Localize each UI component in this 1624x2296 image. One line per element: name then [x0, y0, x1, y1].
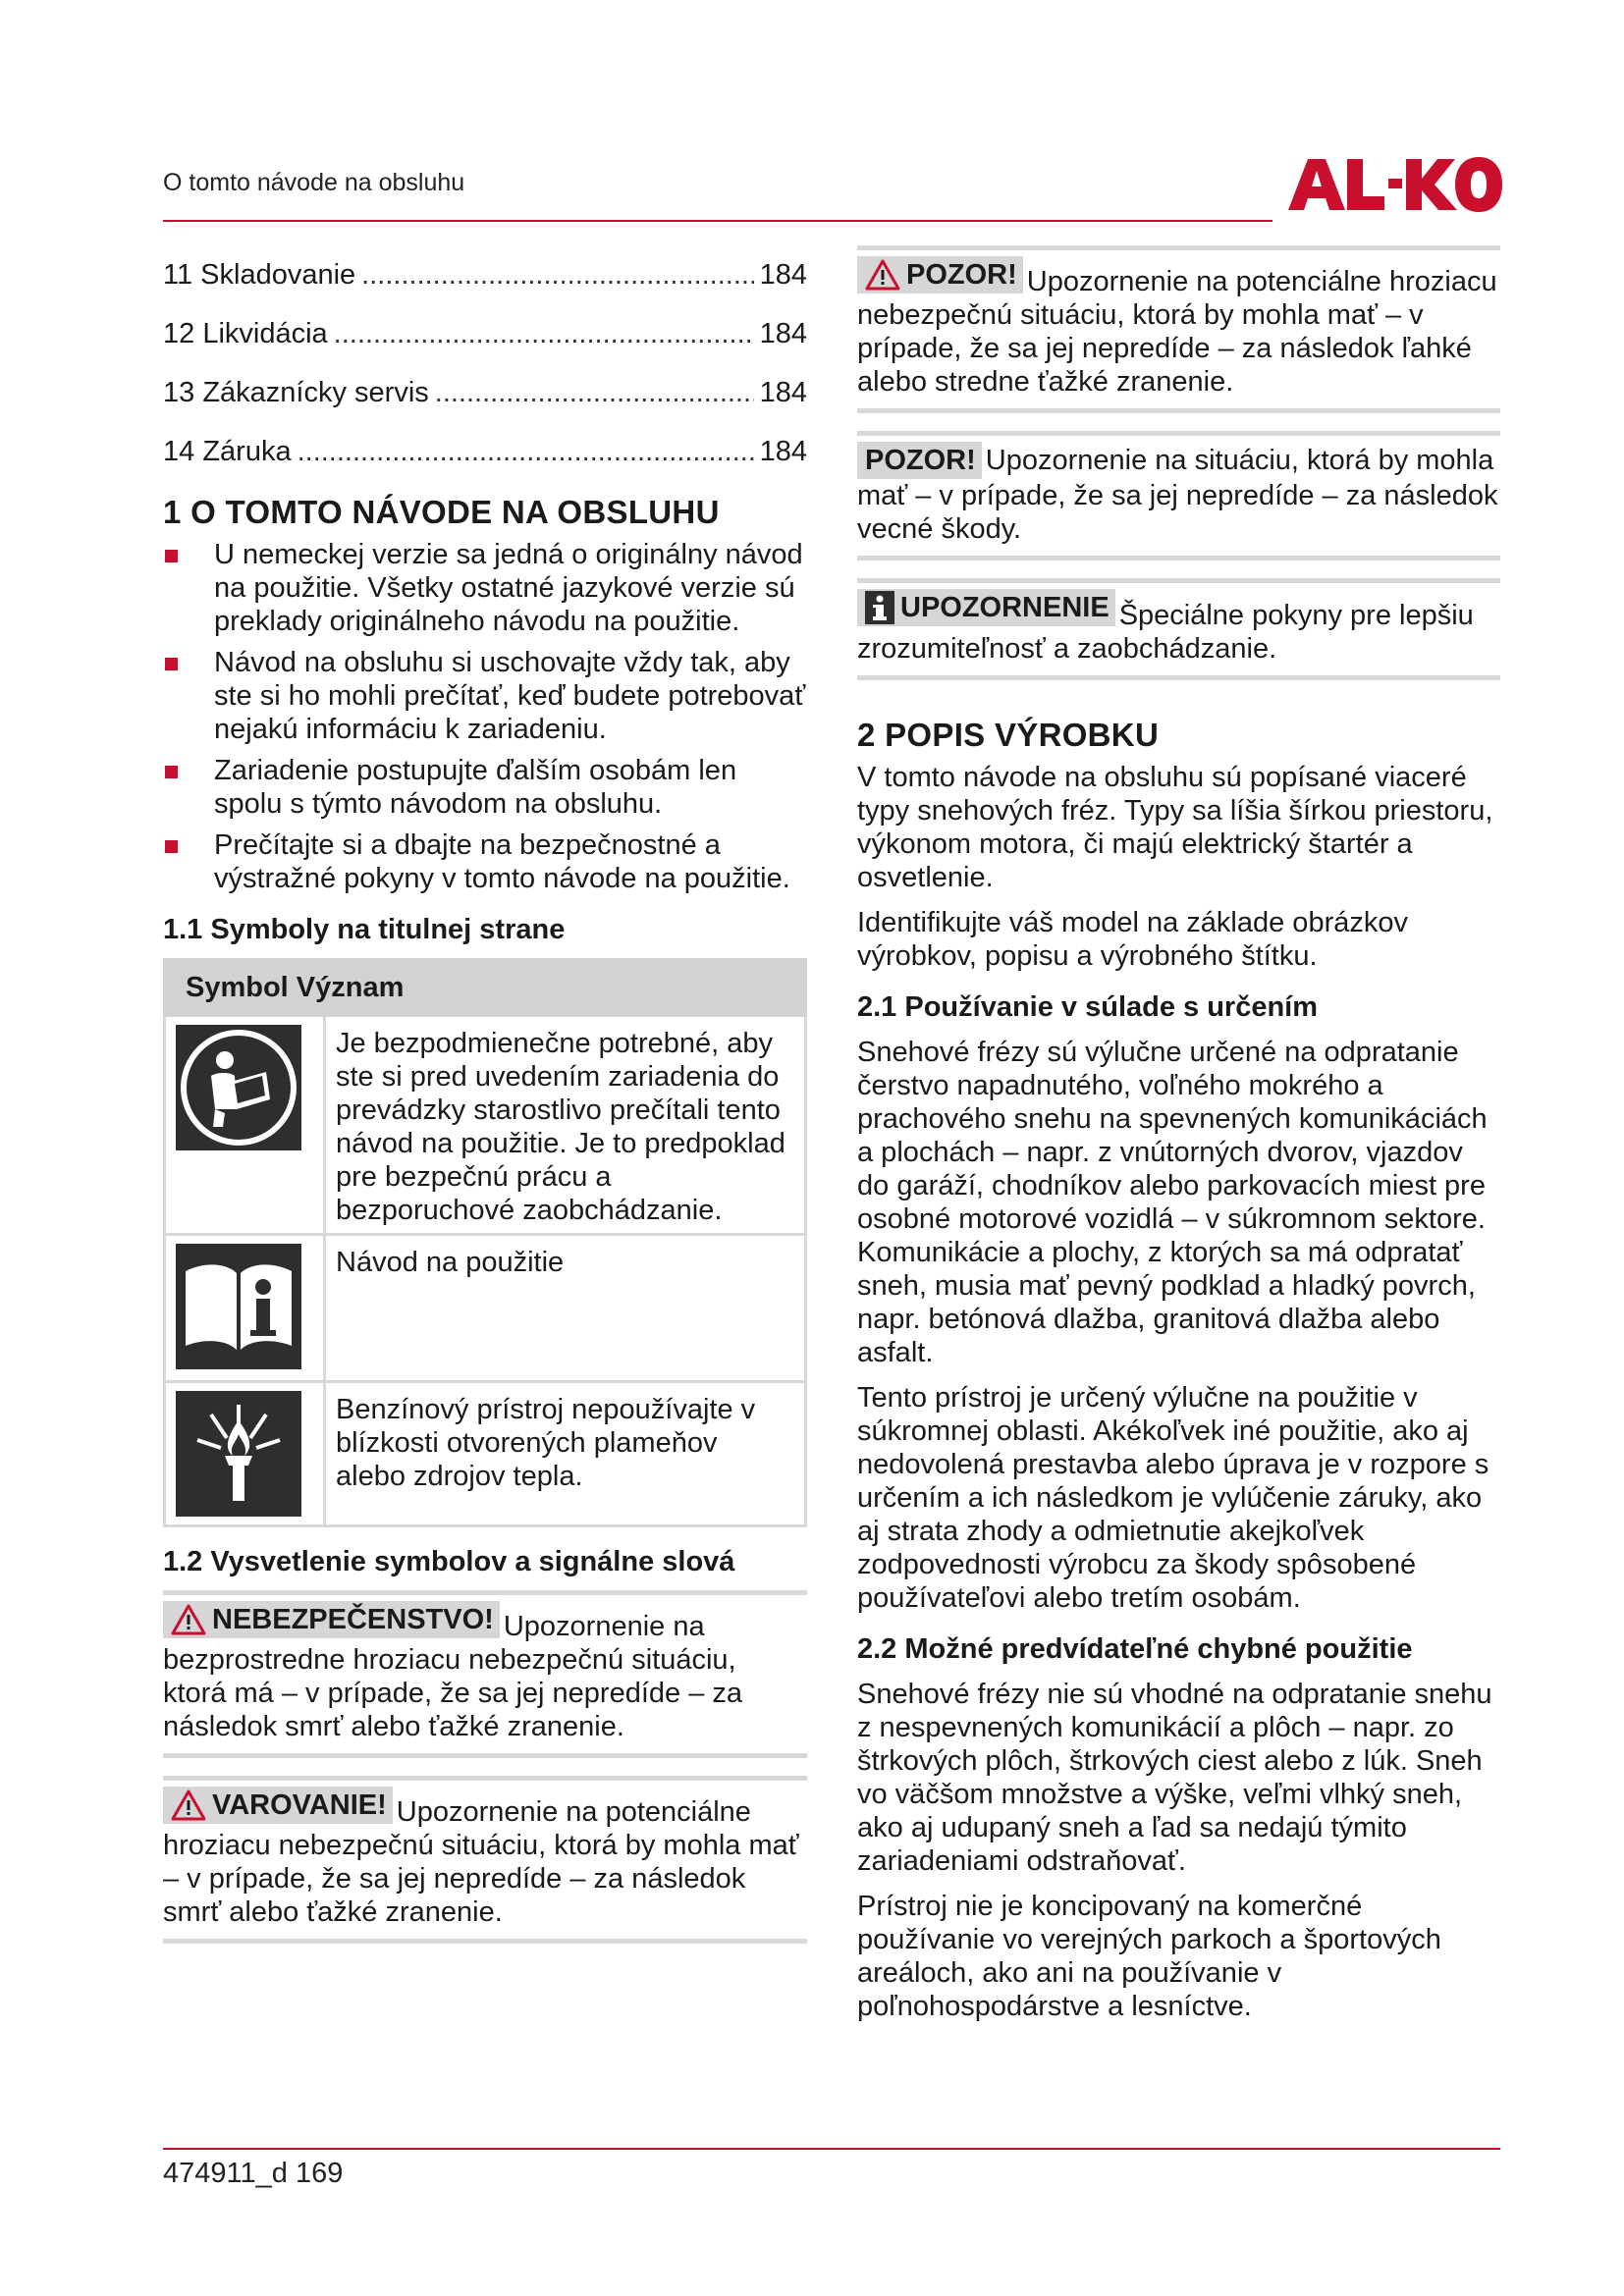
signal-word-tag: [163, 1787, 393, 1824]
bullet-square-icon: [165, 766, 178, 778]
bullet-item: [163, 754, 807, 821]
bullet-text: U nemeckej verzie sa jedná o originálny návod na použitie. Všetky ostatné jazykové verzie sú preklady originálneho návodu na použitie.: [214, 539, 803, 637]
section-2-2-heading: 2.2 Možné predvídateľné chybné použitie: [857, 1633, 1413, 1665]
symbol-cell: [165, 1382, 325, 1526]
toc-label: 12 Likvidácia: [163, 318, 328, 349]
read-manual-icon: [176, 1025, 301, 1150]
bullet-item: [163, 646, 807, 746]
no-open-flame-icon: [176, 1391, 301, 1517]
symbol-cell: [165, 1235, 325, 1382]
signal-text: Špeciálne pokyny pre lepšiu zrozumiteľnosť a zaobchádzanie.: [857, 600, 1474, 665]
header-divider: [163, 220, 1272, 222]
meaning-cell: Benzínový prístroj nepoužívajte v blízkosti otvorených plameňov alebo zdrojov tepla.: [325, 1382, 806, 1526]
right-column: [857, 245, 1500, 2035]
bullet-item: [163, 538, 807, 638]
signal-word-tag: [857, 442, 982, 479]
toc-leader: [298, 422, 754, 481]
document-id: 474911_d: [163, 2158, 288, 2189]
bullet-item: [163, 828, 807, 895]
section-1-bullet-list: [163, 538, 807, 895]
info-icon: [865, 591, 894, 624]
symbols-table-header-row: [165, 960, 806, 1016]
signal-caution-property: [857, 431, 1500, 561]
toc-leader: [435, 363, 754, 422]
meaning-cell: Návod na použitie: [325, 1235, 806, 1382]
bullet-text: Návod na obsluhu si uschovajte vždy tak, aby ste si ho mohli prečítať, keď budete potrebovať nejakú informáciu k zariadeniu.: [214, 647, 806, 745]
signal-word-tag: [857, 589, 1115, 626]
section-1-1-heading: 1.1 Symboly na titulnej strane: [163, 914, 566, 945]
symbols-table: [163, 958, 807, 1527]
bullet-text: Prečítajte si a dbajte na bezpečnostné a výstražné pokyny v tomto návode na použitie.: [214, 829, 790, 894]
toc-leader: [361, 245, 753, 304]
paragraph: Prístroj nie je koncipovaný na komerčné používanie vo verejných parkoch a športových areáloch, ako ani na používanie v poľnohospodárstve a lesníctve.: [857, 1891, 1441, 2022]
signal-word-tag: [857, 256, 1023, 294]
signal-warning: [163, 1776, 807, 1944]
meaning-cell: Je bezpodmienečne potrebné, aby ste si pred uvedením zariadenia do prevádzky starostlivo prečítali tento návod na použitie. Je to predpoklad pre bezpečnú prácu a bezporuchové zaobchádzanie.: [325, 1016, 806, 1235]
bullet-square-icon: [165, 550, 178, 562]
toc-item[interactable]: [163, 363, 807, 422]
signal-notice: [857, 578, 1500, 680]
warning-triangle-icon: [865, 259, 900, 291]
signal-text: Upozornenie na bezprostredne hroziacu nebezpečnú situáciu, ktorá má – v prípade, že sa jej nepredíde – za následok smrť alebo ťažké zranenie.: [163, 1611, 743, 1742]
table-row: [165, 1382, 806, 1526]
bullet-square-icon: [165, 840, 178, 853]
signal-text: Upozornenie na potenciálne hroziacu nebezpečnú situáciu, ktorá by mohla mať – v prípade, že sa jej nepredíde – za následok smrť alebo ťažké zranenie.: [163, 1796, 799, 1928]
table-row: [165, 1235, 806, 1382]
toc-page: 184: [759, 318, 807, 349]
signal-word: UPOZORNENIE: [900, 592, 1110, 623]
page-footer: [163, 2158, 343, 2190]
table-row: [165, 1016, 806, 1235]
section-1-heading: 1 O TOMTO NÁVODE NA OBSLUHU: [163, 494, 720, 530]
toc-item[interactable]: [163, 422, 807, 481]
paragraph: Tento prístroj je určený výlučne na použitie v súkromnej oblasti. Akékoľvek iné použitie, ako aj nedovolená prestavba alebo úprava je v rozpore s určením a ich následkom je vylúčenie záruky, ako aj strata zhody a odmietnutie akejkoľvek zodpovednosti výrobcu za škody spôsobené používateľovi alebo tretím osobám.: [857, 1382, 1489, 1614]
toc-leader: [334, 304, 754, 363]
toc-label: 11 Skladovanie: [163, 259, 356, 291]
symbol-cell: [165, 1016, 325, 1235]
toc-item[interactable]: [163, 245, 807, 304]
signal-word: VAROVANIE!: [212, 1789, 387, 1821]
symbols-table-header: Symbol Význam: [165, 960, 806, 1016]
section-1-2-heading: 1.2 Vysvetlenie symbolov a signálne slová: [163, 1546, 735, 1577]
warning-triangle-icon: [171, 1789, 206, 1821]
toc-page: 184: [759, 377, 807, 408]
toc-label: 13 Zákaznícky servis: [163, 377, 429, 408]
page-number: 169: [295, 2158, 344, 2189]
signal-word: POZOR!: [906, 259, 1017, 291]
warning-triangle-icon: [171, 1604, 206, 1635]
toc-label: 14 Záruka: [163, 436, 292, 467]
section-2-heading: 2 POPIS VÝROBKU: [857, 717, 1160, 753]
footer-divider: [163, 2148, 1500, 2150]
signal-text: Upozornenie na potenciálne hroziacu nebezpečnú situáciu, ktorá by mohla mať – v prípade, že sa jej nepredíde – za následok ľahké alebo stredne ťažké zranenie.: [857, 266, 1497, 398]
left-column: [163, 245, 807, 1961]
alko-logo: [1286, 155, 1502, 214]
paragraph: V tomto návode na obsluhu sú popísané viaceré typy snehových fréz. Typy sa líšia šírkou priestoru, výkonom motora, či majú elektrický štartér a osvetlenie.: [857, 762, 1493, 893]
signal-danger: [163, 1590, 807, 1758]
signal-text: Upozornenie na situáciu, ktorá by mohla mať – v prípade, že sa jej nepredíde – za následok vecné škody.: [857, 445, 1498, 545]
page-header-title: O tomto návode na obsluhu: [163, 169, 465, 196]
signal-word-tag: [163, 1601, 500, 1638]
manual-book-info-icon: [176, 1244, 301, 1369]
toc-page: 184: [759, 436, 807, 467]
section-2-1-heading: 2.1 Používanie v súlade s určením: [857, 991, 1319, 1023]
paragraph: Snehové frézy sú výlučne určené na odpratanie čerstvo napadnutého, voľného mokrého a prachového snehu na spevnených komunikáciách a plochách – napr. z vnútorných dvorov, vjazdov do garáží, chodníkov alebo parkovacích miest pre osobné motorové vozidlá – v súkromnom sektore. Komunikácie a plochy, z ktorých sa má odpratať sneh, musia mať pevný podklad a hladký povrch, napr. betónová dlažba, granitová dlažba alebo asfalt.: [857, 1037, 1488, 1368]
toc: [163, 245, 807, 481]
bullet-square-icon: [165, 658, 178, 670]
bullet-text: Zariadenie postupujte ďalším osobám len spolu s týmto návodom na obsluhu.: [214, 755, 737, 820]
signal-word: POZOR!: [865, 445, 976, 476]
paragraph: Identifikujte váš model na základe obrázkov výrobkov, popisu a výrobného štítku.: [857, 907, 1408, 972]
signal-caution: [857, 245, 1500, 413]
toc-page: 184: [759, 259, 807, 291]
signal-word: NEBEZPEČENSTVO!: [212, 1604, 494, 1635]
paragraph: Snehové frézy nie sú vhodné na odpratanie snehu z nespevnených komunikácií a plôch – napr. zo štrkových plôch, štrkových ciest alebo z lúk. Sneh vo väčšom množstve a výške, veľmi vlhký sneh, ako aj udupaný sneh a ľad sa nedajú týmito zariadeniami odstraňovať.: [857, 1679, 1492, 1877]
toc-item[interactable]: [163, 304, 807, 363]
